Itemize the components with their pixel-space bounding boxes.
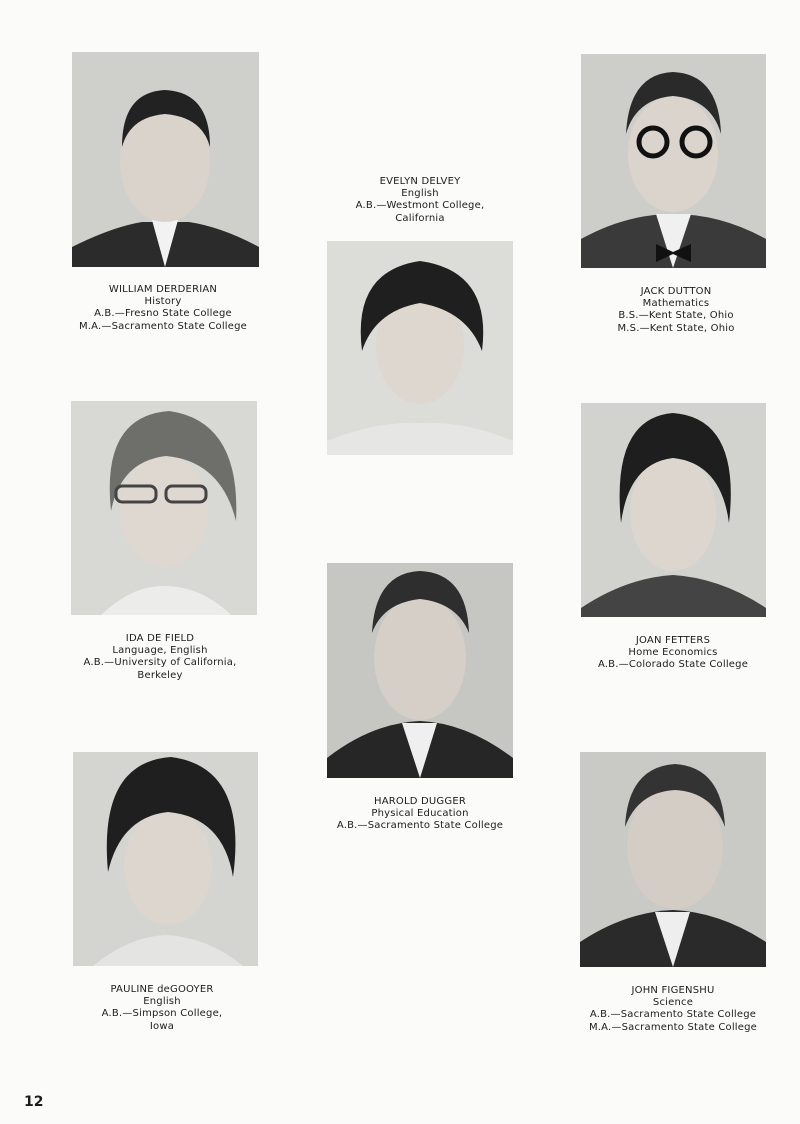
portrait-image — [581, 403, 766, 617]
faculty-name: JOHN FIGENSHU — [631, 985, 715, 996]
faculty-degree: A.B.—University of California, — [83, 657, 237, 669]
faculty-degree: M.A.—Sacramento State College — [588, 1021, 758, 1033]
portrait-image — [327, 241, 513, 455]
faculty-subject: Mathematics — [642, 298, 710, 310]
faculty-name: IDA DE FIELD — [125, 633, 195, 644]
portrait-image — [327, 563, 513, 778]
faculty-subject: Science — [652, 997, 694, 1009]
portrait-jack-dutton — [581, 54, 766, 268]
caption-joan-fetters — [549, 635, 797, 672]
faculty-name: JACK DUTTON — [640, 286, 712, 297]
faculty-name: JOAN FETTERS — [635, 635, 711, 646]
faculty-subject: English — [143, 996, 181, 1008]
caption-ida-de-field — [36, 633, 284, 682]
faculty-degree: Berkeley — [137, 669, 183, 681]
portrait-image — [72, 52, 259, 267]
portrait-image — [71, 401, 257, 615]
portrait-pauline-degooyer — [73, 752, 258, 966]
portrait-image — [580, 752, 766, 967]
caption-pauline-degooyer — [38, 984, 286, 1033]
faculty-subject: History — [144, 296, 182, 308]
faculty-subject: Home Economics — [628, 647, 718, 659]
faculty-subject: Physical Education — [371, 808, 469, 820]
faculty-degree: B.S.—Kent State, Ohio — [618, 310, 734, 322]
caption-jack-dutton — [556, 286, 796, 335]
portrait-evelyn-delvey — [327, 241, 513, 455]
caption-john-figenshu — [548, 985, 798, 1034]
faculty-degree: M.A.—Sacramento State College — [78, 320, 248, 332]
faculty-degree: Iowa — [149, 1020, 175, 1032]
faculty-subject: English — [401, 188, 439, 200]
faculty-degree: A.B.—Fresno State College — [94, 308, 232, 320]
portrait-william-derderian — [72, 52, 259, 267]
faculty-degree: A.B.—Westmont College, — [355, 200, 485, 212]
caption-william-derderian — [42, 284, 284, 333]
faculty-name: WILLIAM DERDERIAN — [108, 284, 218, 295]
faculty-name: PAULINE deGOOYER — [110, 984, 214, 995]
portrait-harold-dugger — [327, 563, 513, 778]
faculty-degree: A.B.—Colorado State College — [597, 659, 749, 671]
portrait-image — [73, 752, 258, 966]
faculty-degree: A.B.—Simpson College, — [101, 1008, 223, 1020]
faculty-subject: Language, English — [112, 645, 208, 657]
portrait-john-figenshu — [580, 752, 766, 967]
faculty-name: HAROLD DUGGER — [373, 796, 466, 807]
caption-harold-dugger — [296, 796, 544, 833]
portrait-image — [581, 54, 766, 268]
faculty-degree: M.S.—Kent State, Ohio — [617, 322, 735, 334]
faculty-degree: California — [395, 212, 445, 224]
portrait-ida-de-field — [71, 401, 257, 615]
faculty-degree: A.B.—Sacramento State College — [336, 820, 504, 832]
portrait-joan-fetters — [581, 403, 766, 617]
faculty-name: EVELYN DELVEY — [379, 176, 461, 187]
faculty-degree: A.B.—Sacramento State College — [589, 1009, 757, 1021]
page-number: 12 — [24, 1094, 44, 1110]
caption-evelyn-delvey — [296, 176, 544, 225]
